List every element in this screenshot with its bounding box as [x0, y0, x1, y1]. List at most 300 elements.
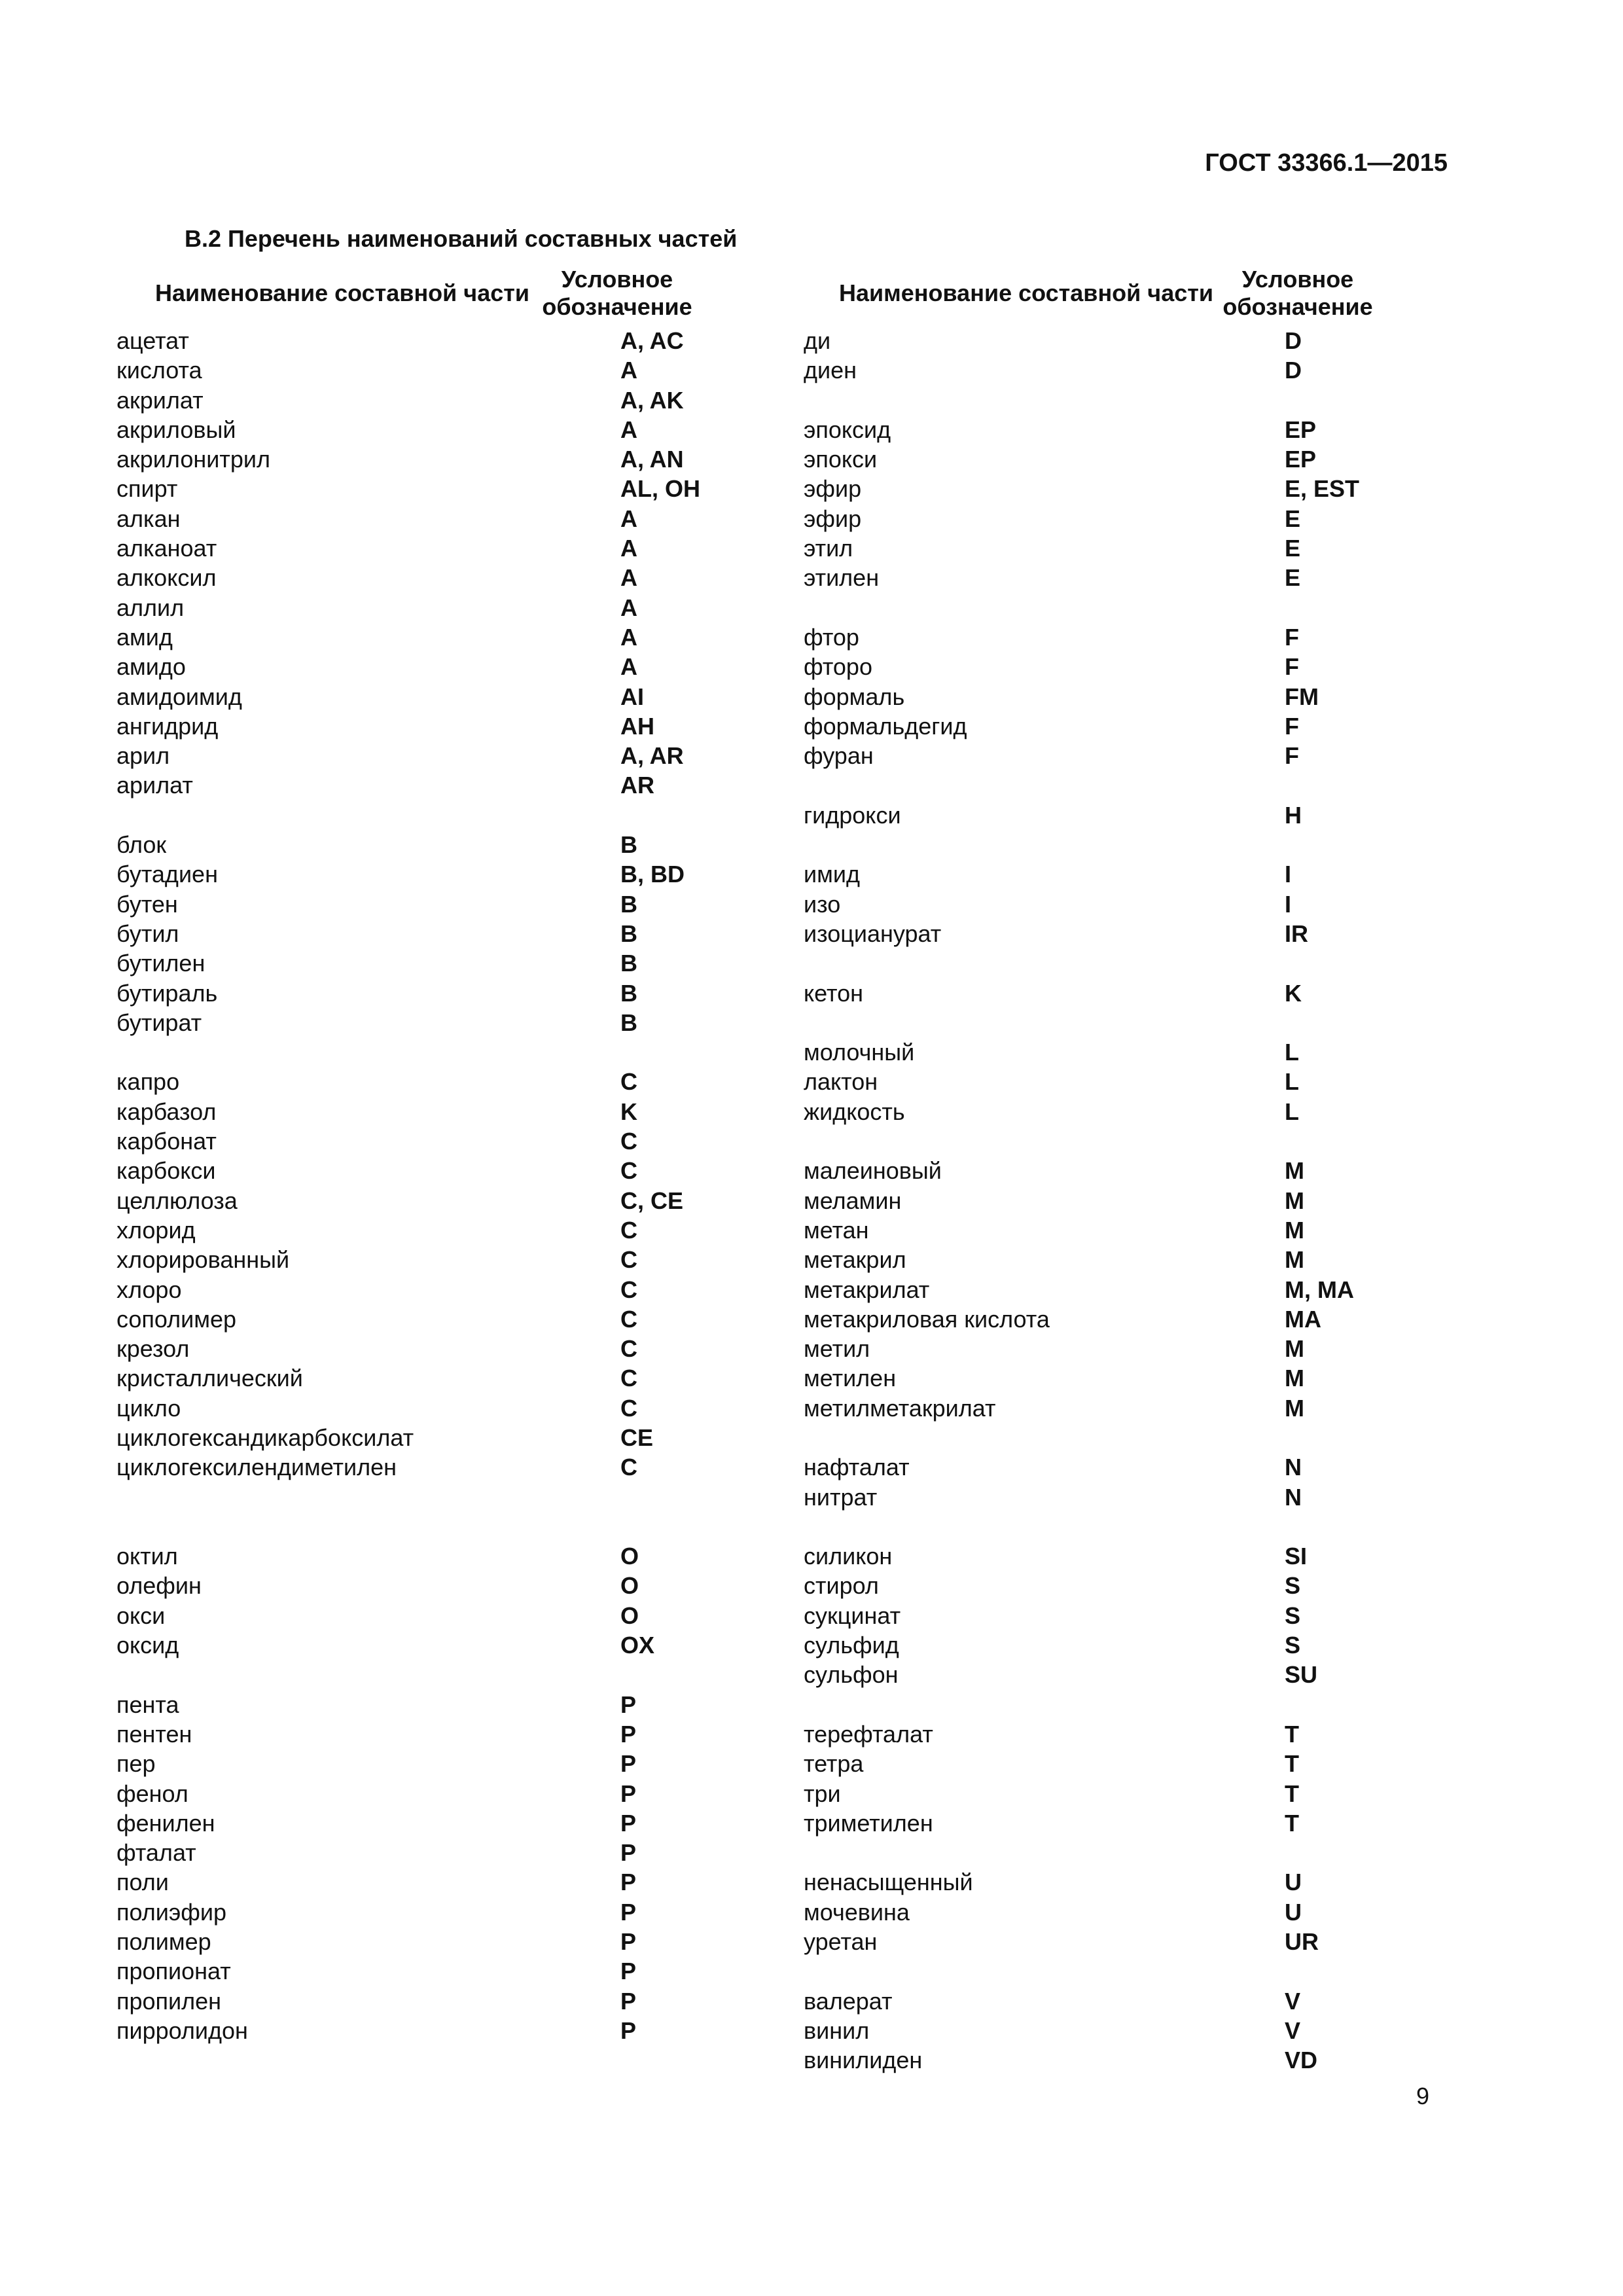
component-name: метакрилат: [804, 1276, 930, 1303]
header-name: Наименование составной части: [838, 279, 1214, 306]
component-name: хлорированный: [116, 1246, 290, 1274]
component-name: пропилен: [116, 1987, 222, 2015]
table-row: [116, 1956, 705, 1986]
table-row: [116, 770, 705, 800]
component-code: E, EST: [1285, 475, 1360, 503]
table-row: [804, 1690, 1386, 1719]
component-name: винил: [804, 2017, 870, 2044]
component-code: P: [620, 1839, 637, 1867]
component-name: акрилат: [116, 386, 204, 414]
table-row: [116, 682, 705, 711]
table-row: [116, 1275, 705, 1304]
component-name: фенилен: [116, 1809, 215, 1837]
table-row: [804, 504, 1386, 533]
component-code: A: [620, 416, 637, 443]
table-row: [804, 1097, 1386, 1126]
component-name: нитрат: [804, 1483, 878, 1511]
component-code: P: [620, 1691, 637, 1718]
component-code: E: [1285, 564, 1301, 592]
table-row: [116, 1097, 705, 1126]
component-code: A: [620, 505, 637, 532]
table-row: [116, 1779, 705, 1808]
table-row: [804, 326, 1386, 355]
table-row: [804, 1067, 1386, 1096]
component-code: MA: [1285, 1305, 1321, 1333]
table-row: [804, 1363, 1386, 1393]
table-row: [804, 1512, 1386, 1541]
table-row: [116, 1186, 705, 1215]
table-row: [804, 563, 1386, 592]
table-row: [116, 1690, 705, 1719]
table-row: [804, 1037, 1386, 1067]
component-name: этилен: [804, 564, 880, 592]
section-title: В.2 Перечень наименований составных частей: [185, 225, 738, 252]
component-code: M: [1285, 1365, 1304, 1392]
component-name: диен: [804, 357, 857, 384]
component-name: бутил: [116, 920, 179, 947]
component-name: карбонат: [116, 1128, 217, 1155]
component-code: T: [1285, 1750, 1299, 1778]
component-code: B: [620, 920, 637, 947]
component-code: L: [1285, 1098, 1299, 1125]
table-row: [116, 652, 705, 681]
component-code: C: [620, 1365, 637, 1392]
component-code: P: [620, 1987, 637, 2015]
table-row: [116, 1156, 705, 1185]
table-row: [804, 622, 1386, 652]
component-code: A: [620, 357, 637, 384]
table-row: [116, 563, 705, 592]
table-row: [804, 444, 1386, 474]
table-row: [116, 1126, 705, 1156]
component-code: E: [1285, 505, 1301, 532]
component-name: фуран: [804, 742, 874, 770]
table-row: [116, 919, 705, 948]
table-row: [804, 474, 1386, 503]
component-name: нафталат: [804, 1454, 910, 1481]
table-row: [804, 415, 1386, 444]
component-code: T: [1285, 1780, 1299, 1807]
component-name: гидрокси: [804, 801, 901, 829]
table-row: [804, 1927, 1386, 1956]
component-code: A: [620, 623, 637, 651]
component-code: SI: [1285, 1543, 1308, 1570]
component-name: стирол: [804, 1572, 879, 1600]
component-name: пер: [116, 1750, 156, 1778]
component-name: валерат: [804, 1987, 893, 2015]
component-code: B: [620, 1009, 637, 1036]
component-code: A: [620, 594, 637, 621]
table-row: [116, 1363, 705, 1393]
component-code: N: [1285, 1454, 1302, 1481]
component-name: карбокси: [116, 1157, 216, 1185]
component-name: циклогександикарбоксилат: [116, 1424, 414, 1451]
component-name: эфир: [804, 505, 862, 532]
table-row: [804, 1897, 1386, 1927]
component-name: олефин: [116, 1572, 202, 1600]
component-name: бутадиен: [116, 861, 218, 888]
component-code: AI: [620, 683, 644, 710]
table-row: [804, 800, 1386, 830]
component-name: циклогексилендиметилен: [116, 1454, 397, 1481]
component-name: формальдегид: [804, 712, 967, 740]
header-code-line1: Условное: [561, 266, 673, 293]
header-code-line1: Условное: [1241, 266, 1354, 293]
component-code: B: [620, 890, 637, 918]
component-name: метан: [804, 1216, 869, 1244]
table-row: [804, 859, 1386, 889]
component-name: ацетат: [116, 327, 189, 354]
table-row: [804, 682, 1386, 711]
table-row: [116, 978, 705, 1008]
component-code: O: [620, 1602, 639, 1629]
component-name: пропионат: [116, 1958, 231, 1985]
component-name: целлюлоза: [116, 1187, 238, 1214]
component-name: [804, 1512, 1285, 1541]
component-code: E: [1285, 535, 1301, 562]
component-name: алкоксил: [116, 564, 217, 592]
table-row: [116, 1541, 705, 1571]
component-name: амидоимид: [116, 683, 242, 710]
component-name: [804, 1423, 1285, 1452]
table-row: [116, 355, 705, 385]
table-row: [804, 978, 1386, 1008]
table-row: [804, 1215, 1386, 1245]
component-name: бутираль: [116, 979, 218, 1007]
component-code: B, BD: [620, 861, 685, 888]
component-name: метил: [804, 1335, 870, 1363]
component-code: F: [1285, 712, 1299, 740]
component-name: сульфон: [804, 1661, 899, 1689]
component-name: мочевина: [804, 1898, 910, 1926]
table-row: [804, 1275, 1386, 1304]
table-row: [804, 1749, 1386, 1778]
table-row: [804, 889, 1386, 919]
component-name: [116, 1512, 620, 1541]
component-code: U: [1285, 1869, 1302, 1896]
component-name: уретан: [804, 1928, 878, 1956]
component-name: хлорид: [116, 1216, 196, 1244]
component-code: M: [1285, 1187, 1304, 1214]
table-row: [116, 889, 705, 919]
table-row: [116, 741, 705, 770]
table-row: [116, 830, 705, 859]
component-name: блок: [116, 831, 167, 859]
page-number: 9: [1416, 2083, 1429, 2109]
component-name: амидо: [116, 653, 186, 681]
component-name: ангидрид: [116, 712, 219, 740]
component-code: P: [620, 1780, 637, 1807]
component-name: кристаллический: [116, 1365, 303, 1392]
table-row: [116, 1393, 705, 1423]
component-name: [804, 1956, 1285, 1986]
component-code: SU: [1285, 1661, 1318, 1689]
component-name: кетон: [804, 979, 863, 1007]
table-row: [116, 415, 705, 444]
component-name: полимер: [116, 1928, 211, 1956]
table-row: [116, 1334, 705, 1363]
component-code: P: [620, 1958, 637, 1985]
component-code: S: [1285, 1632, 1301, 1659]
component-name: жидкость: [804, 1098, 905, 1125]
component-name: фторо: [804, 653, 872, 681]
component-code: L: [1285, 1068, 1299, 1096]
table-row: [116, 1245, 705, 1274]
component-code: UR: [1285, 1928, 1319, 1956]
component-code: S: [1285, 1602, 1301, 1629]
component-name: сукцинат: [804, 1602, 901, 1629]
left-rows: [116, 326, 705, 2045]
table-row: [804, 1304, 1386, 1334]
component-code: A, AN: [620, 446, 684, 473]
table-row: [804, 830, 1386, 859]
table-row: [116, 622, 705, 652]
table-row: [116, 1601, 705, 1630]
component-name: цикло: [116, 1394, 181, 1422]
component-code: P: [620, 1928, 637, 1956]
table-row: [116, 1808, 705, 1838]
component-code: C: [620, 1157, 637, 1185]
table-row: [116, 1986, 705, 2016]
component-name: эпоксид: [804, 416, 891, 443]
table-row: [116, 444, 705, 474]
component-code: CE: [620, 1424, 654, 1451]
component-code: EP: [1285, 446, 1317, 473]
component-code: L: [1285, 1039, 1299, 1066]
table-row: [804, 1423, 1386, 1452]
table-row: [804, 652, 1386, 681]
component-code: K: [620, 1098, 637, 1125]
component-name: [116, 1482, 620, 1512]
component-code: F: [1285, 623, 1299, 651]
header-code-line2: обозначение: [1222, 293, 1373, 320]
component-name: метакриловая кислота: [804, 1305, 1050, 1333]
table-row: [116, 326, 705, 355]
header-code: [529, 266, 705, 321]
component-name: триметилен: [804, 1809, 933, 1837]
component-code: O: [620, 1543, 639, 1570]
component-name: метилметакрилат: [804, 1394, 996, 1422]
component-name: октил: [116, 1543, 178, 1570]
component-name: [804, 770, 1285, 800]
table-row: [116, 800, 705, 830]
component-code: B: [620, 979, 637, 1007]
table-row: [116, 1482, 705, 1512]
component-code: D: [1285, 327, 1302, 354]
component-name: эпокси: [804, 446, 878, 473]
component-name: кислота: [116, 357, 202, 384]
component-name: карбазол: [116, 1098, 217, 1125]
component-name: фенол: [116, 1780, 188, 1807]
component-code: AL, OH: [620, 475, 700, 503]
table-row: [116, 711, 705, 741]
component-name: терефталат: [804, 1720, 933, 1748]
table-row: [804, 1541, 1386, 1571]
table-row: [804, 1186, 1386, 1215]
component-name: акрилонитрил: [116, 446, 270, 473]
table-row: [804, 1393, 1386, 1423]
table-row: [116, 1512, 705, 1541]
component-name: [804, 1838, 1285, 1867]
component-code: A, AK: [620, 386, 684, 414]
table-row: [804, 1986, 1386, 2016]
header-code-line2: обозначение: [542, 293, 692, 320]
component-name: полиэфир: [116, 1898, 226, 1926]
table-row: [116, 1660, 705, 1689]
table-row: [804, 711, 1386, 741]
table-row: [116, 1630, 705, 1660]
component-name: [804, 830, 1285, 859]
component-name: арилат: [116, 772, 193, 799]
component-code: P: [620, 1869, 637, 1896]
component-code: A: [620, 653, 637, 681]
component-code: I: [1285, 890, 1292, 918]
component-name: крезол: [116, 1335, 190, 1363]
table-row: [116, 1067, 705, 1096]
table-row: [804, 919, 1386, 948]
component-code: K: [1285, 979, 1302, 1007]
table-row: [116, 948, 705, 978]
component-code: C: [620, 1394, 637, 1422]
component-code: C: [620, 1335, 637, 1363]
component-code: V: [1285, 1987, 1301, 2015]
component-name: изо: [804, 890, 841, 918]
component-name: фталат: [116, 1839, 196, 1867]
component-name: [116, 1037, 620, 1067]
component-name: бутилен: [116, 950, 205, 977]
component-name: бутират: [116, 1009, 202, 1036]
table-row: [116, 386, 705, 415]
component-name: [804, 1008, 1285, 1037]
table-row: [116, 1452, 705, 1482]
component-name: алканоат: [116, 535, 217, 562]
component-code: AR: [620, 772, 654, 799]
component-code: C: [620, 1276, 637, 1303]
component-name: меламин: [804, 1187, 902, 1214]
table-row: [116, 1571, 705, 1600]
component-name: [804, 386, 1285, 415]
table-row: [804, 1956, 1386, 1986]
component-name: сульфид: [804, 1632, 899, 1659]
table-row: [804, 1719, 1386, 1749]
component-name: [804, 948, 1285, 978]
component-code: P: [620, 1809, 637, 1837]
component-code: P: [620, 1720, 637, 1748]
component-name: акриловый: [116, 416, 236, 443]
component-name: [804, 1126, 1285, 1156]
component-code: P: [620, 2017, 637, 2044]
table-row: [804, 533, 1386, 563]
component-code: V: [1285, 2017, 1301, 2044]
table-row: [804, 1808, 1386, 1838]
component-name: [804, 1690, 1285, 1719]
table-row: [116, 2016, 705, 2045]
component-code: I: [1285, 861, 1292, 888]
component-name: спирт: [116, 475, 178, 503]
table-row: [804, 1334, 1386, 1363]
component-code: A: [620, 564, 637, 592]
component-code: B: [620, 950, 637, 977]
component-name: молочный: [804, 1039, 915, 1066]
component-code: M: [1285, 1216, 1304, 1244]
component-code: C: [620, 1128, 637, 1155]
component-name: поли: [116, 1869, 169, 1896]
component-name: формаль: [804, 683, 905, 710]
table-row: [804, 1630, 1386, 1660]
component-name: ненасыщенный: [804, 1869, 973, 1896]
component-code: A, AR: [620, 742, 684, 770]
table-row: [804, 2016, 1386, 2045]
component-name: этил: [804, 535, 853, 562]
component-name: хлоро: [116, 1276, 182, 1303]
component-name: силикон: [804, 1543, 893, 1570]
table-row: [116, 474, 705, 503]
component-code: F: [1285, 742, 1299, 770]
table-row: [116, 1927, 705, 1956]
left-column-header: [116, 260, 705, 326]
component-code: C: [620, 1068, 637, 1096]
table-row: [804, 1779, 1386, 1808]
component-name: фтор: [804, 623, 859, 651]
component-code: F: [1285, 653, 1299, 681]
component-name: лактон: [804, 1068, 878, 1096]
table-row: [116, 1719, 705, 1749]
header-name: Наименование составной части: [154, 279, 530, 306]
component-name: бутен: [116, 890, 178, 918]
component-code: C: [620, 1216, 637, 1244]
table-row: [804, 1452, 1386, 1482]
component-code: C, CE: [620, 1187, 684, 1214]
component-code: C: [620, 1454, 637, 1481]
table-row: [116, 1838, 705, 1867]
component-code: U: [1285, 1898, 1302, 1926]
component-name: окси: [116, 1602, 166, 1629]
component-name: аллил: [116, 594, 185, 621]
component-code: M: [1285, 1335, 1304, 1363]
table-row: [804, 1838, 1386, 1867]
table-row: [116, 504, 705, 533]
table-row: [116, 1749, 705, 1778]
component-name: [116, 1660, 620, 1689]
table-row: [116, 1423, 705, 1452]
component-code: P: [620, 1898, 637, 1926]
table-row: [804, 355, 1386, 385]
table-row: [116, 533, 705, 563]
component-code: H: [1285, 801, 1302, 829]
component-name: пентен: [116, 1720, 192, 1748]
component-name: амид: [116, 623, 173, 651]
table-row: [804, 1245, 1386, 1274]
left-column: [116, 260, 705, 2045]
component-name: эфир: [804, 475, 862, 503]
table-row: [804, 741, 1386, 770]
table-row: [804, 1126, 1386, 1156]
component-name: метилен: [804, 1365, 897, 1392]
component-code: M: [1285, 1157, 1304, 1185]
component-name: пирролидон: [116, 2017, 248, 2044]
component-name: ди: [804, 327, 831, 354]
component-name: метакрил: [804, 1246, 906, 1274]
header-code: [1209, 266, 1386, 321]
component-code: T: [1285, 1809, 1299, 1837]
table-row: [804, 1156, 1386, 1185]
component-name: тетра: [804, 1750, 864, 1778]
component-code: AH: [620, 712, 654, 740]
table-row: [116, 859, 705, 889]
component-code: EP: [1285, 416, 1317, 443]
table-row: [116, 1304, 705, 1334]
table-row: [116, 1008, 705, 1037]
